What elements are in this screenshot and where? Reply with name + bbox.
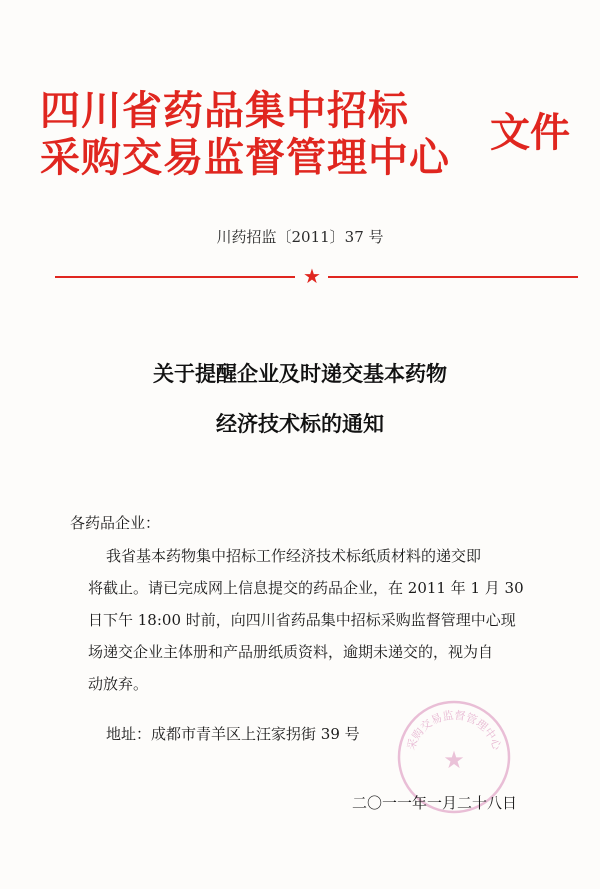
document-type-label: 文件 (490, 110, 570, 156)
body-line: 将截止。请已完成网上信息提交的药品企业，在 2011 年 1 月 30 (88, 579, 524, 597)
notice-title-line-1: 关于提醒企业及时递交基本药物 (153, 361, 447, 386)
body-line: 日下午 18:00 时前，向四川省药品集中招标采购监督管理中心现 (88, 611, 516, 629)
address: 地址：成都市青羊区上汪家拐街 39 号 (106, 725, 360, 743)
salutation: 各药品企业： (70, 514, 161, 532)
divider-star-icon: ★ (303, 264, 321, 288)
header-divider-left (55, 276, 295, 278)
body-line: 场递交企业主体册和产品册纸质资料，逾期未递交的，视为自 (88, 643, 494, 661)
seal-text: 采购交易监督管理中心 (404, 708, 504, 752)
svg-text:★: ★ (443, 746, 465, 774)
notice-title-line-2: 经济技术标的通知 (216, 411, 384, 436)
issue-date: 二〇一一年一月二十八日 (352, 794, 518, 812)
body-line: 动放弃。 (88, 675, 149, 693)
header-divider-right (328, 276, 578, 278)
body-line: 我省基本药物集中招标工作经济技术标纸质材料的递交即 (106, 547, 482, 565)
org-name-line-2: 采购交易监督管理中心 (40, 135, 450, 181)
issuing-organization (40, 88, 480, 182)
org-name-line-1: 四川省药品集中招标 (40, 88, 409, 134)
document-number: 川药招监〔2011〕37 号 (216, 228, 384, 246)
